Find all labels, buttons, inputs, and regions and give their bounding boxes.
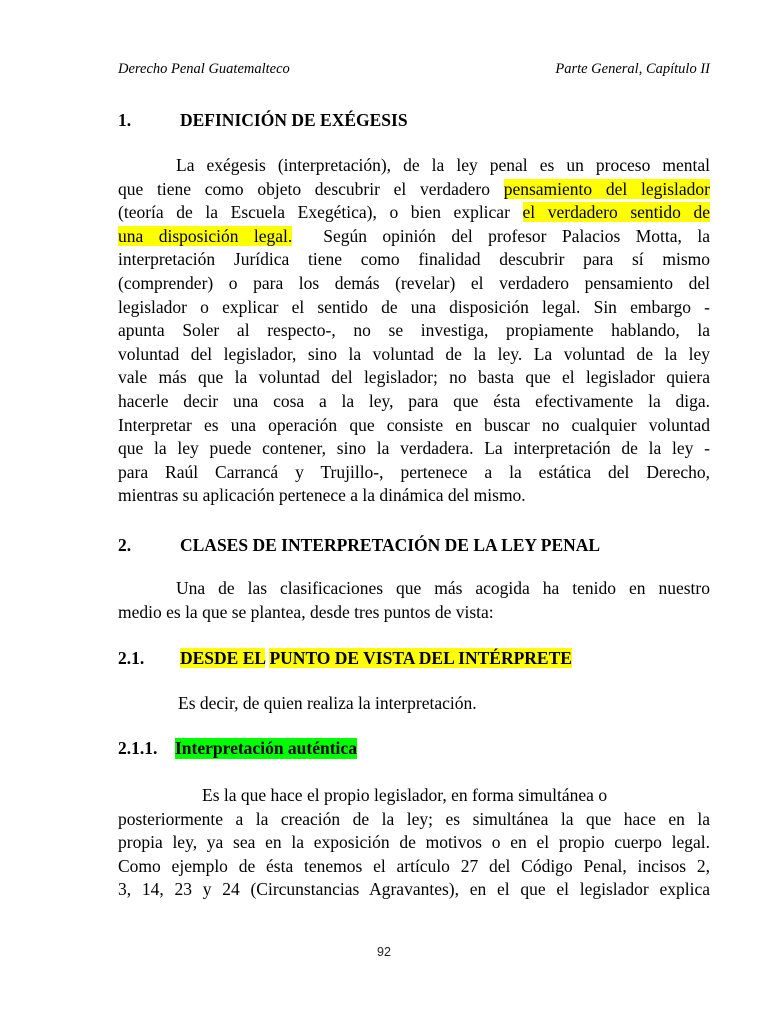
section-title: Interpretación auténtica <box>175 738 357 758</box>
text-line <box>118 178 710 202</box>
text-line: Como ejemplo de ésta tenemos el artículo 27 del Código Penal, incisos 2, <box>118 855 710 876</box>
highlighted-text: PUNTO DE VISTA DEL INTÉRPRETE <box>269 648 572 668</box>
text-line: Interpretar es una operación que consiste en buscar no cualquier voluntad <box>118 414 710 435</box>
text-line: que la ley puede contener, sino la verdadera. La interpretación de la ley - <box>118 438 710 459</box>
text-line: La exégesis (interpretación), de la ley penal es un proceso mental <box>176 155 710 175</box>
text-line: Es decir, de quien realiza la interpretación. <box>178 693 477 713</box>
text-line <box>118 225 710 249</box>
highlighted-text: pensamiento del legislador <box>503 178 710 199</box>
paragraph-exegesis-definition <box>118 154 710 508</box>
highlighted-text: el verdadero sentido de <box>522 202 710 223</box>
header-book-title: Derecho Penal Guatemalteco <box>118 61 290 77</box>
header-chapter: Parte General, Capítulo II <box>555 61 710 77</box>
paragraph-classification-intro <box>118 577 710 624</box>
section-number: 2. <box>118 535 132 555</box>
section-title: CLASES DE INTERPRETACIÓN DE LA LEY PENAL <box>180 535 601 555</box>
text-line: voluntad del legislador, sino la voluntad de la ley. La voluntad de la ley <box>118 343 710 364</box>
text-line: Es la que hace el propio legislador, en forma simultánea o <box>202 785 608 805</box>
text-line: interpretación Jurídica tiene como finalidad descubrir para sí mismo <box>118 249 710 270</box>
section-title <box>180 648 572 669</box>
text-line: vale más que la voluntad del legislador; no basta que el legislador quiera <box>118 367 710 388</box>
text-line: hacerle decir una cosa a la ley, para que ésta efectivamente la diga. <box>118 390 710 411</box>
page-number: 92 <box>377 945 391 959</box>
text-line <box>118 201 710 225</box>
highlighted-text: DESDE EL <box>180 648 266 668</box>
section-number: 2.1.1. <box>118 738 158 758</box>
text-line: para Raúl Carrancá y Trujillo-, pertenece a la estática del Derecho, <box>118 461 710 482</box>
text-line: (comprender) o para los demás (revelar) el verdadero pensamiento del <box>118 272 710 293</box>
text-line: propia ley, ya sea en la exposición de motivos o en el propio cuerpo legal. <box>118 832 710 853</box>
text-line: mientras su aplicación pertenece a la dinámica del mismo. <box>118 485 526 506</box>
highlighted-text: una disposición legal. <box>118 225 293 246</box>
section-number: 2.1. <box>118 648 145 668</box>
section-number: 1. <box>118 110 132 130</box>
text-line: apunta Soler al respecto-, no se investiga, propiamente hablando, la <box>118 320 710 341</box>
section-title: DEFINICIÓN DE EXÉGESIS <box>180 110 408 130</box>
text-line: legislador o explicar el sentido de una disposición legal. Sin embargo - <box>118 296 710 317</box>
text-run: Según opinión del profesor Palacios Motta, la <box>292 225 710 246</box>
text-run: que tiene como objeto descubrir el verdadero <box>118 178 504 199</box>
text-line: Una de las clasificaciones que más acogida ha tenido en nuestro <box>176 578 710 598</box>
text-line: medio es la que se plantea, desde tres puntos de vista: <box>118 601 494 622</box>
paragraph-authentic-interpretation <box>118 784 710 902</box>
text-run: (teoría de la Escuela Exegética), o bien explicar <box>118 202 523 223</box>
text-line: 3, 14, 23 y 24 (Circunstancias Agravantes), en el que el legislador explica <box>118 879 710 900</box>
paragraph-interpreter-note <box>118 692 710 716</box>
text-line: posteriormente a la creación de la ley; es simultánea la que hace en la <box>118 808 710 829</box>
